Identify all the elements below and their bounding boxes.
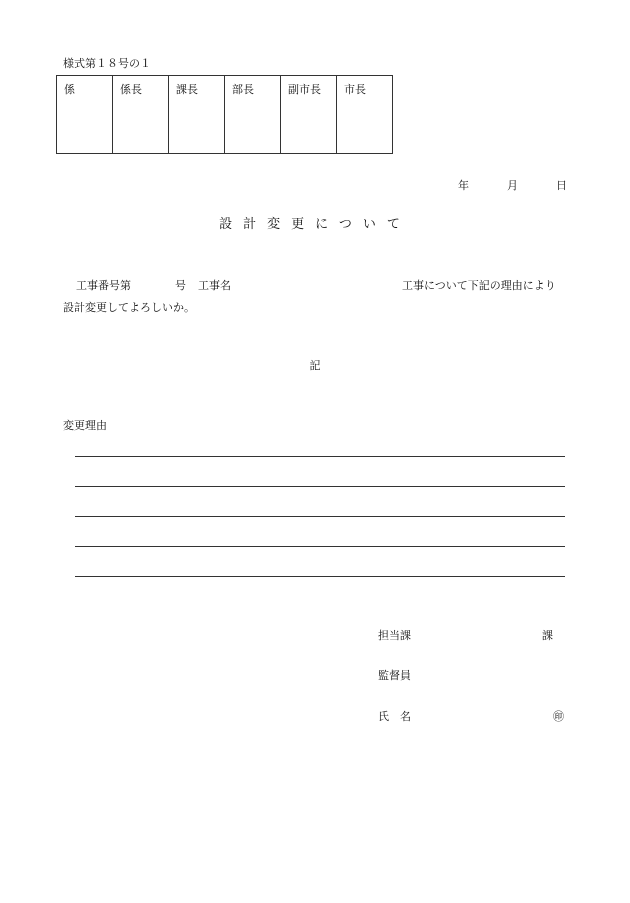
ki-heading: 記 [309, 359, 321, 372]
body-line-1-end: 工事について下記の理由により [402, 279, 556, 292]
reason-line[interactable] [75, 516, 565, 517]
department-suffix: 課 [542, 629, 553, 642]
approval-label: 係 [64, 83, 75, 96]
change-reason-label: 変更理由 [63, 419, 107, 432]
construction-number-label: 工事番号第 [76, 279, 131, 292]
approval-label: 副市長 [288, 83, 321, 96]
approval-cell-fukushicho[interactable] [281, 76, 337, 154]
approval-cell-kacho[interactable] [169, 76, 225, 154]
approval-label: 部長 [232, 83, 254, 96]
seal-icon: ㊞ [553, 710, 564, 723]
date-year-label: 年 [458, 179, 469, 192]
approval-label: 市長 [344, 83, 366, 96]
date-line[interactable] [458, 180, 567, 191]
form-number: 様式第１８号の１ [63, 57, 151, 70]
reason-line[interactable] [75, 456, 565, 457]
approval-cell-kakari[interactable] [57, 76, 113, 154]
number-suffix: 号 [175, 279, 186, 292]
date-month-label: 月 [507, 179, 518, 192]
department-label: 担当課 [378, 629, 411, 642]
approval-label: 係長 [120, 83, 142, 96]
approval-label: 課長 [176, 83, 198, 96]
approval-cell-shicho[interactable] [337, 76, 393, 154]
body-line-2: 設計変更してよろしいか。 [63, 301, 195, 314]
reason-line[interactable] [75, 576, 565, 577]
approval-cell-kakaricho[interactable] [113, 76, 169, 154]
date-day-label: 日 [556, 179, 567, 192]
approval-stamp-table [56, 75, 393, 154]
body-line-1 [76, 280, 231, 291]
approval-cell-bucho[interactable] [225, 76, 281, 154]
document-title: 設計変更について [219, 217, 411, 232]
reason-line[interactable] [75, 486, 565, 487]
construction-name-label: 工事名 [198, 279, 231, 292]
reason-line[interactable] [75, 546, 565, 547]
name-label: 氏 名 [378, 710, 411, 723]
supervisor-label: 監督員 [378, 669, 411, 682]
